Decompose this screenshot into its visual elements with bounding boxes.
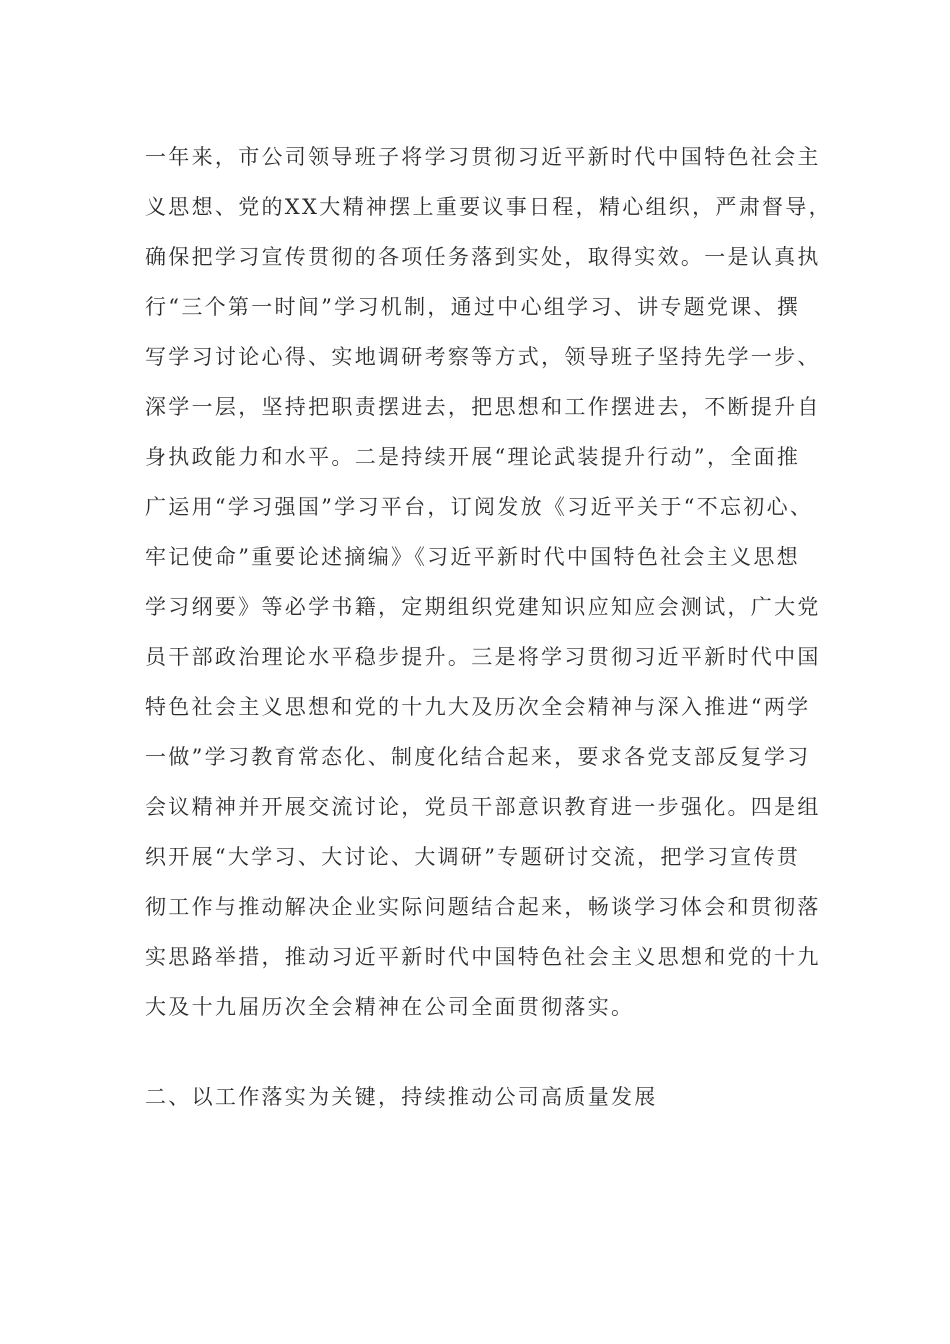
paragraph-line: 一做”学习教育常态化、制度化结合起来，要求各党支部反复学习: [145, 745, 811, 769]
paragraph-line: 彻工作与推动解决企业实际问题结合起来，畅谈学习体会和贯彻落: [145, 895, 821, 919]
paragraph-line: 织开展“大学习、大讨论、大调研”专题研讨交流，把学习宣传贯: [145, 845, 801, 869]
paragraph-line: 实思路举措，推动习近平新时代中国特色社会主义思想和党的十九: [145, 945, 821, 969]
paragraph-line: 学习纲要》等必学书籍，定期组织党建知识应知应会测试，广大党: [145, 595, 821, 619]
paragraph-line: 员干部政治理论水平稳步提升。三是将学习贯彻习近平新时代中国: [145, 645, 821, 669]
paragraph-line: 会议精神并开展交流讨论，党员干部意识教育进一步强化。四是组: [145, 795, 821, 819]
body-paragraph: [145, 132, 832, 1032]
paragraph-line: 广运用“学习强国”学习平台，订阅发放《习近平关于“不忘初心、: [145, 495, 814, 519]
paragraph-line: 一年来，市公司领导班子将学习贯彻习近平新时代中国特色社会主: [145, 145, 821, 169]
section-heading: 二、以工作落实为关键，持续推动公司高质量发展: [145, 1085, 658, 1109]
paragraph-line: 行“三个第一时间”学习机制，通过中心组学习、讲专题党课、撰: [145, 295, 801, 319]
paragraph-line: 确保把学习宣传贯彻的各项任务落到实处，取得实效。一是认真执: [145, 245, 821, 269]
paragraph-line: 特色社会主义思想和党的十九大及历次全会精神与深入推进“两学: [145, 695, 811, 719]
paragraph-line: 牢记使命”重要论述摘编》《习近平新时代中国特色社会主义思想: [145, 545, 800, 569]
paragraph-line: 义思想、党的XX大精神摆上重要议事日程，精心组织，严肃督导，: [145, 195, 832, 219]
paragraph-line: 写学习讨论心得、实地调研考察等方式，领导班子坚持先学一步、: [145, 345, 821, 369]
paragraph-line: 大及十九届历次全会精神在公司全面贯彻落实。: [145, 995, 635, 1019]
paragraph-line: 身执政能力和水平。二是持续开展“理论武装提升行动”，全面推: [145, 445, 801, 469]
paragraph-line: 深学一层，坚持把职责摆进去，把思想和工作摆进去，不断提升自: [145, 395, 821, 419]
